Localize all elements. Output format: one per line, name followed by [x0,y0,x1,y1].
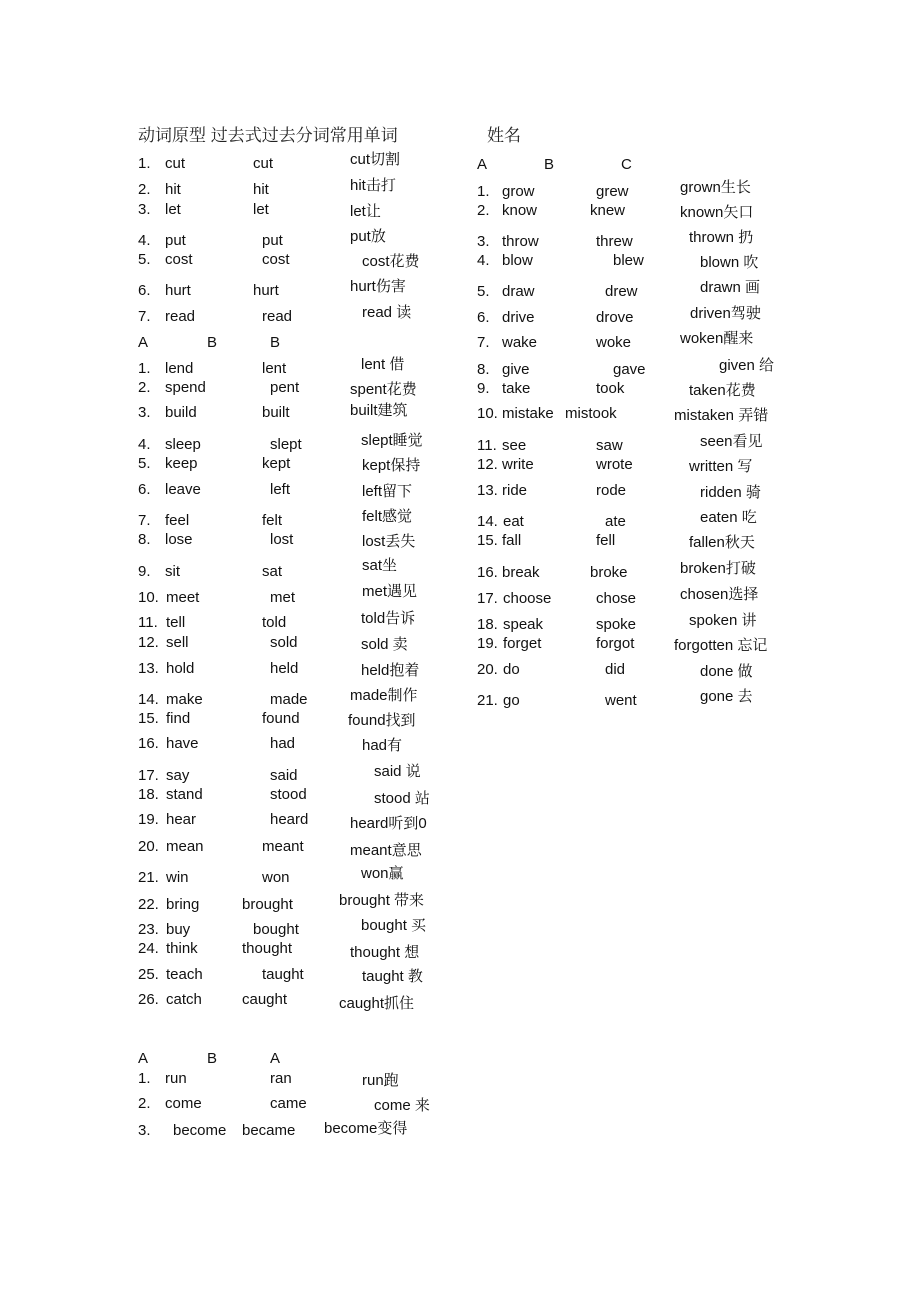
past-form: hurt [253,282,279,299]
past-form: drew [605,283,638,300]
base-form: take [502,380,531,397]
past-form: broke [590,564,628,581]
row-number: 20. [477,661,498,678]
past-form: thought [242,940,293,957]
row-number: 15. [138,710,159,727]
base-form: put [165,232,186,249]
row-number: 25. [138,966,159,983]
row-number: 1. [477,183,490,200]
participle-meaning: chosen选择 [680,586,759,603]
participle-meaning: found找到 [348,712,416,729]
base-form: say [166,767,190,784]
row-number: 10. [138,589,159,606]
past-form: cost [262,251,290,268]
past-form: ate [605,513,626,530]
base-form: meet [166,589,200,606]
past-form: read [262,308,293,325]
participle-meaning: heard听到0 [350,815,427,832]
participle-meaning: had有 [362,737,403,754]
base-form: fall [502,532,522,549]
base-form: become [173,1122,227,1139]
participle-meaning: brought 带来 [339,892,425,909]
base-form: sell [166,634,189,651]
row-number: 16. [477,564,498,581]
participle-meaning: sat坐 [362,557,398,574]
base-form: forget [503,635,542,652]
base-form: come [165,1095,202,1112]
base-form: tell [166,614,186,631]
participle-meaning: forgotten 忘记 [674,637,768,654]
participle-meaning: kept保持 [362,457,421,474]
past-form: lent [262,360,287,377]
past-form: made [270,691,308,708]
row-number: 10. [477,405,498,422]
row-number: 8. [477,361,490,378]
base-form: lose [165,531,193,548]
base-form: eat [503,513,524,530]
participle-meaning: known矢口 [680,204,754,221]
base-form: win [166,869,189,886]
row-number: 5. [138,455,151,472]
past-form: rode [596,482,627,499]
base-form: teach [166,966,203,983]
row-number: 8. [138,531,151,548]
participle-meaning: read 读 [362,304,412,321]
base-form: sit [165,563,180,580]
participle-meaning: broken打破 [680,560,756,577]
base-form: hold [166,660,195,677]
row-number: 23. [138,921,159,938]
past-form: saw [596,437,623,454]
base-form: go [503,692,520,709]
base-form: speak [503,616,544,633]
past-form: held [270,660,299,677]
row-number: 13. [138,660,159,677]
base-form: mean [166,838,204,855]
column-header: B [207,334,218,351]
past-form: kept [262,455,291,472]
row-number: 6. [477,309,490,326]
column-header: B [207,1050,218,1067]
row-number: 16. [138,735,159,752]
past-form: pent [270,379,300,396]
column-header: A [270,1050,281,1067]
row-number: 6. [138,282,151,299]
past-form: sat [262,563,283,580]
base-form: keep [165,455,198,472]
row-number: 6. [138,481,151,498]
base-form: leave [165,481,201,498]
base-form: think [166,940,198,957]
row-number: 18. [477,616,498,633]
participle-meaning: driven驾驶 [690,305,761,322]
row-number: 13. [477,482,498,499]
participle-meaning: lent 借 [361,356,405,373]
row-number: 3. [477,233,490,250]
base-form: know [502,202,538,219]
row-number: 3. [138,404,151,421]
base-form: find [166,710,191,727]
base-form: give [502,361,530,378]
participle-meaning: spoken 讲 [689,612,757,629]
base-form: make [166,691,203,708]
row-number: 1. [138,360,151,377]
participle-meaning: cut切割 [350,151,401,168]
participle-meaning: grown生长 [680,179,751,196]
past-form: forgot [596,635,635,652]
row-number: 5. [477,283,490,300]
base-form: drive [502,309,535,326]
past-form: left [270,481,291,498]
past-form: took [596,380,625,397]
past-form: ran [270,1070,292,1087]
past-form: mistook [565,405,617,422]
row-number: 2. [138,1095,151,1112]
past-form: wrote [596,456,633,473]
row-number: 19. [477,635,498,652]
row-number: 21. [138,869,159,886]
past-form: stood [270,786,307,803]
participle-meaning: sold 卖 [361,636,408,653]
row-number: 12. [477,456,498,473]
past-form: won [262,869,290,886]
past-form: bought [253,921,299,938]
base-form: spend [165,379,206,396]
row-number: 26. [138,991,159,1008]
row-number: 7. [138,308,151,325]
participle-meaning: blown 吹 [700,254,759,271]
participle-meaning: written 写 [689,458,753,475]
base-form: catch [166,991,202,1008]
participle-meaning: felt感觉 [362,508,413,525]
base-form: let [165,201,181,218]
participle-meaning: bought 买 [361,917,427,934]
row-number: 1. [138,1070,151,1087]
past-form: knew [590,202,626,219]
participle-meaning: hit击打 [350,177,396,194]
base-form: hear [166,811,197,828]
row-number: 19. [138,811,159,828]
past-form: came [270,1095,307,1112]
column-header: C [621,156,632,173]
participle-meaning: meant意思 [350,842,422,859]
row-number: 15. [477,532,498,549]
participle-meaning: ridden 骑 [700,484,761,501]
row-number: 4. [138,232,151,249]
past-form: let [253,201,269,218]
past-form: became [242,1122,296,1139]
past-form: spoke [596,616,637,633]
base-form: have [166,735,199,752]
participle-meaning: hurt伤害 [350,278,406,295]
participle-meaning: given 给 [719,357,775,374]
participle-meaning: fallen秋天 [689,534,755,551]
past-form: chose [596,590,637,607]
past-form: put [262,232,283,249]
past-form: slept [270,436,302,453]
participle-meaning: taught 教 [362,968,423,985]
past-form: went [605,692,637,709]
name-label: 姓名 [487,126,521,145]
past-form: hit [253,181,269,198]
base-form: run [165,1070,187,1087]
row-number: 3. [138,1122,151,1139]
base-form: sleep [165,436,201,453]
past-form: lost [270,531,294,548]
column-header: A [477,156,488,173]
row-number: 11. [477,437,497,454]
column-header: A [138,334,149,351]
participle-meaning: woken醒来 [680,330,754,347]
row-number: 12. [138,634,159,651]
participle-meaning: stood 站 [374,790,430,807]
participle-meaning: lost丢失 [362,533,416,550]
past-form: felt [262,512,283,529]
row-number: 2. [138,379,151,396]
base-form: ride [502,482,528,499]
base-form: choose [503,590,552,607]
base-form: stand [166,786,203,803]
base-form: draw [502,283,535,300]
base-form: build [165,404,197,421]
row-number: 18. [138,786,159,803]
participle-meaning: cost花费 [362,253,420,270]
base-form: do [503,661,520,678]
participle-meaning: run跑 [362,1072,399,1089]
past-form: had [270,735,296,752]
participle-meaning: built建筑 [350,402,408,419]
row-number: 2. [477,202,490,219]
past-form: brought [242,896,293,913]
page-title: 动词原型 过去式过去分词常用单词 [138,126,398,145]
participle-meaning: thrown 扔 [689,229,754,246]
participle-meaning: told告诉 [361,610,416,627]
past-form: woke [596,334,632,351]
past-form: cut [253,155,274,172]
row-number: 4. [138,436,151,453]
base-form: feel [165,512,190,529]
base-form: cut [165,155,186,172]
row-number: 17. [477,590,498,607]
base-form: grow [502,183,535,200]
row-number: 21. [477,692,498,709]
participle-meaning: left留下 [362,483,413,500]
past-form: fell [596,532,616,549]
participle-meaning: mistaken 弄错 [674,407,769,424]
participle-meaning: met遇见 [362,583,418,600]
base-form: mistake [502,405,554,422]
base-form: read [165,308,196,325]
row-number: 14. [138,691,159,708]
participle-meaning: said 说 [374,763,421,780]
row-number: 17. [138,767,159,784]
row-number: 2. [138,181,151,198]
past-form: taught [262,966,304,983]
base-form: throw [502,233,539,250]
base-form: see [502,437,527,454]
past-form: did [605,661,626,678]
row-number: 9. [138,563,151,580]
past-form: caught [242,991,288,1008]
past-form: drove [596,309,634,326]
participle-meaning: drawn 画 [700,279,761,296]
row-number: 7. [138,512,151,529]
past-form: threw [596,233,633,250]
base-form: write [502,456,534,473]
participle-meaning: spent花费 [350,381,417,398]
base-form: bring [166,896,200,913]
past-form: blew [613,252,644,269]
past-form: grew [596,183,629,200]
base-form: cost [165,251,193,268]
row-number: 7. [477,334,490,351]
past-form: gave [613,361,646,378]
participle-meaning: held抱着 [361,662,420,679]
row-number: 5. [138,251,151,268]
participle-meaning: caught抓住 [339,995,415,1012]
participle-meaning: slept睡觉 [361,432,423,449]
row-number: 14. [477,513,498,530]
participle-meaning: put放 [350,228,386,245]
participle-meaning: thought 想 [350,944,420,961]
participle-meaning: come 来 [374,1097,430,1114]
row-number: 20. [138,838,159,855]
past-form: found [262,710,300,727]
past-form: sold [270,634,298,651]
participle-meaning: eaten 吃 [700,509,757,526]
participle-meaning: done 做 [700,663,753,680]
participle-meaning: let让 [350,203,381,220]
participle-meaning: made制作 [350,687,418,704]
past-form: heard [270,811,309,828]
column-header: B [544,156,555,173]
row-number: 3. [138,201,151,218]
base-form: blow [502,252,533,269]
base-form: buy [166,921,191,938]
past-form: told [262,614,287,631]
base-form: lend [165,360,194,377]
row-number: 11. [138,614,158,631]
participle-meaning: seen看见 [700,433,763,450]
row-number: 24. [138,940,159,957]
column-header: A [138,1050,149,1067]
base-form: hit [165,181,181,198]
base-form: break [502,564,540,581]
row-number: 1. [138,155,151,172]
past-form: said [270,767,298,784]
participle-meaning: become变得 [324,1120,408,1137]
past-form: met [270,589,296,606]
column-header: B [270,334,281,351]
row-number: 9. [477,380,490,397]
participle-meaning: won赢 [361,865,404,882]
past-form: meant [262,838,304,855]
participle-meaning: gone 去 [700,688,753,705]
base-form: wake [502,334,538,351]
row-number: 4. [477,252,490,269]
row-number: 22. [138,896,159,913]
participle-meaning: taken花费 [689,382,756,399]
past-form: built [262,404,290,421]
base-form: hurt [165,282,191,299]
